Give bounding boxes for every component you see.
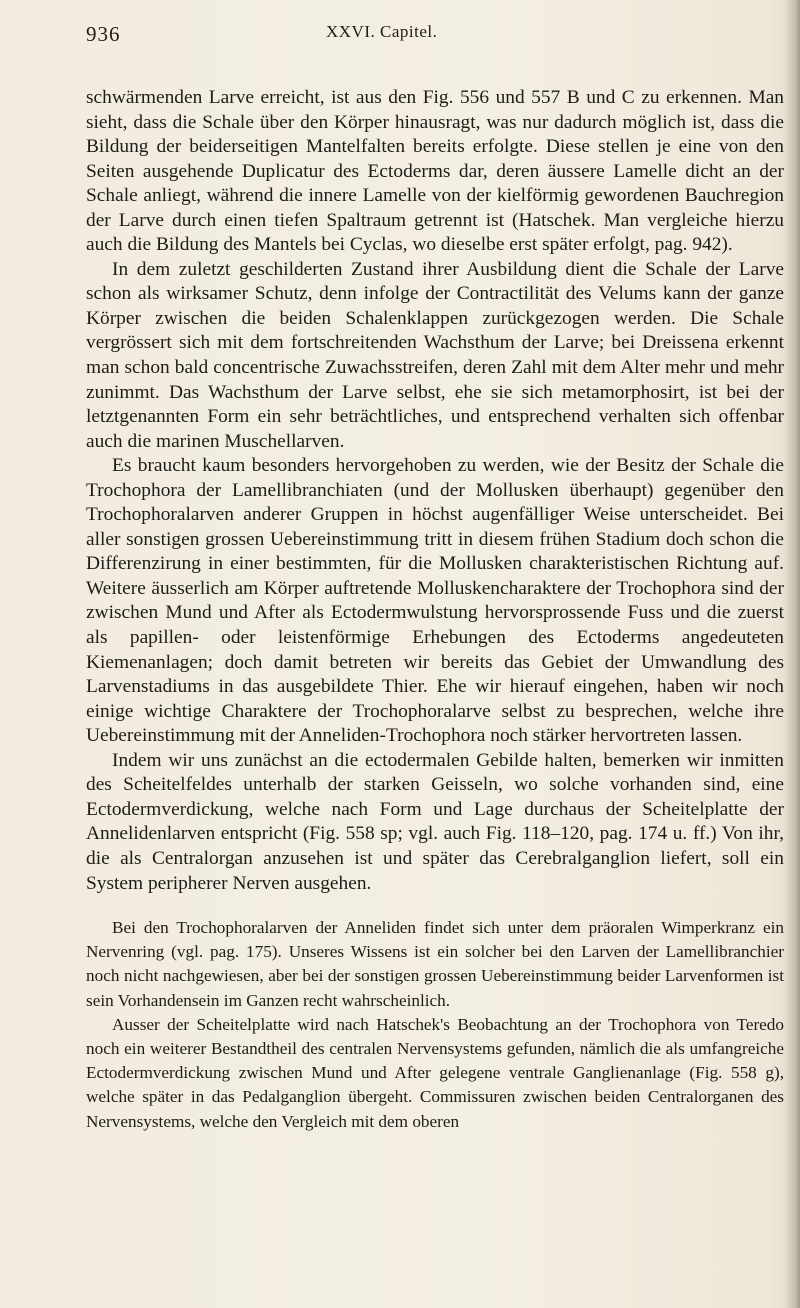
text-block: [86, 86, 784, 1134]
page-edge-shadow: [784, 0, 800, 1308]
page-number: 936: [86, 22, 121, 46]
running-head: XXVI. Capitel.: [326, 22, 438, 41]
paragraph-5: Bei den Trochophoralarven der Anneliden findet sich unter dem präoralen Wimperkranz ein Nervenring (vgl. pag. 175). Unseres Wissens ist ein solcher bei den Larven der Lamellibranchier noch nicht nachgewiesen, aber bei der sonstigen grossen Uebereinstimmung beider Larvenformen ist sein Vorhandensein im Ganzen recht wahrscheinlich.: [86, 918, 784, 1010]
paragraph-6: Ausser der Scheitelplatte wird nach Hatschek's Beobachtung an der Trochophora von Teredo noch ein weiterer Bestandtheil des centralen Nervensystems gefunden, nämlich die als umfangreiche Ectodermverdickung zwischen Mund und After gelegene ventrale Ganglienanlage (Fig. 558 g), welche später in das Pedalganglion übergeht. Commissuren zwischen beiden Centralorganen des Nervensystems, welche den Vergleich mit dem oberen: [86, 1014, 784, 1131]
paragraph-1: schwärmenden Larve erreicht, ist aus den Fig. 556 und 557 B und C zu erkennen. Man sieht, dass die Schale über den Körper hinausragt, was nur dadurch möglich ist, dass die Bildung der beiderseitigen Mantelfalten bereits erfolgte. Diese stellen je eine von den Seiten ausgehende Duplicatur des Ectoderms dar, deren äussere Lamelle dicht an der Schale anliegt, während die innere Lamelle von der kielförmig gewordenen Bauchregion der Larve durch einen tiefen Spaltraum getrennt ist (Hatschek. Man vergleiche hierzu auch die Bildung des Mantels bei Cyclas, wo dieselbe erst später erfolgt, pag. 942).: [86, 87, 784, 256]
paragraph-4: Indem wir uns zunächst an die ectodermalen Gebilde halten, bemerken wir inmitten des Scheitelfeldes unterhalb der starken Geisseln, wo solche vorhanden sind, eine Ectodermverdickung, welche nach Form und Lage durchaus der Scheitelplatte der Annelidenlarven entspricht (Fig. 558 sp; vgl. auch Fig. 118–120, pag. 174 u. ff.) Von ihr, die als Centralorgan anzusehen ist und später das Cerebralganglion liefert, soll ein System peripherer Nerven ausgehen.: [86, 749, 784, 894]
section-gap: [86, 896, 784, 916]
paragraph-3: Es braucht kaum besonders hervorgehoben zu werden, wie der Besitz der Schale die Trochophora der Lamellibranchiaten (und der Mollusken überhaupt) gegenüber den Trochophoralarven anderer Gruppen in höchst augenfälliger Weise unterscheidet. Bei aller sonstigen grossen Uebereinstimmung tritt in diesem frühen Stadium doch schon die Differenzirung in einer bestimmten, für die Mollusken charakteristischen Richtung auf. Weitere äusserlich am Körper auftretende Molluskencharaktere der Trochophora sind der zwischen Mund und After als Ectodermwulstung hervorsprossende Fuss und die zuerst als papillen- oder leistenförmige Erhebungen des Ectoderms angedeuteten Kiemenanlagen; doch damit betreten wir bereits das Gebiet der Umwandlung des Larvenstadiums in das ausgebildete Thier. Ehe wir hierauf eingehen, haben wir noch einige wichtige Charaktere der Trochophoralarve selbst zu besprechen, welche ihre Uebereinstimmung mit der Anneliden-Trochophora noch stärker hervortreten lassen.: [86, 455, 784, 747]
paragraph-2: In dem zuletzt geschilderten Zustand ihrer Ausbildung dient die Schale der Larve schon als wirksamer Schutz, denn infolge der Contractilität des Velums kann der ganze Körper zwischen die beiden Schalenklappen zurückgezogen werden. Die Schale vergrössert sich mit dem fortschreitenden Wachsthum der Larve; bei Dreissena erkennt man schon bald concentrische Zuwachsstreifen, deren Zahl mit dem Alter mehr und mehr zunimmt. Das Wachsthum der Larve selbst, ehe sie sich metamorphosirt, ist bei der letztgenannten Form ein sehr beträchtliches, und entsprechend verhalten sich offenbar auch die marinen Muschellarven.: [86, 258, 784, 452]
page-header: [86, 16, 760, 50]
